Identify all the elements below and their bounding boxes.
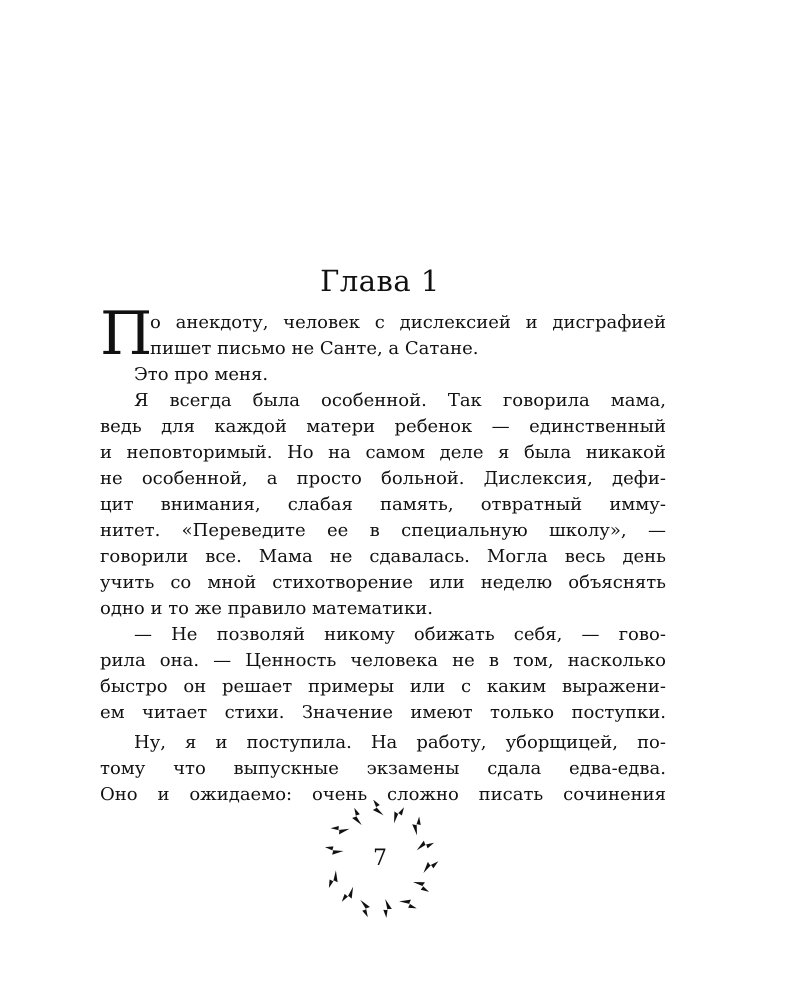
word: читает [142, 702, 208, 723]
word: выражени- [561, 676, 666, 697]
word: анекдоту, [175, 312, 269, 333]
text-line [134, 624, 666, 646]
word: самом [365, 442, 426, 463]
text-line [100, 702, 666, 724]
word: сдала [487, 758, 542, 779]
word: день [622, 546, 666, 567]
word: слабая [287, 494, 353, 515]
word: решает [221, 676, 293, 697]
word: или [429, 572, 465, 593]
text-line: Это про меня. [134, 364, 269, 385]
word: говорили [100, 546, 189, 567]
word: насколько [567, 650, 666, 671]
word: с [461, 676, 472, 697]
word: Так [447, 390, 482, 411]
word: я [185, 732, 197, 753]
text-line [100, 520, 666, 542]
text-line [100, 758, 666, 780]
word: никакой [585, 442, 666, 463]
word: поступила. [246, 732, 352, 753]
word: в [488, 650, 499, 671]
word: экзамены [366, 758, 460, 779]
text-line: одно и то же правило математики. [100, 598, 434, 619]
word: Значение [301, 702, 393, 723]
word: в [369, 520, 380, 541]
word: с [374, 312, 385, 333]
word: на [328, 442, 351, 463]
word: Оно [100, 784, 138, 805]
word: — [134, 624, 152, 645]
word: никому [324, 624, 395, 645]
word: дефи- [612, 468, 666, 489]
chapter-title: Глава 1 [320, 264, 440, 298]
word: Могла [486, 546, 548, 567]
word: примеры [308, 676, 395, 697]
word: особенной. [321, 390, 427, 411]
word: — [213, 650, 232, 671]
word: специальную [401, 520, 528, 541]
word: не [329, 546, 353, 567]
word: и [525, 312, 538, 333]
word: нитет. [100, 520, 161, 541]
word: со [170, 572, 192, 593]
word: стихотворение [272, 572, 414, 593]
word: мама, [610, 390, 666, 411]
text-line: пишет письмо не Санте, а Сатане. [150, 338, 479, 359]
text-line [100, 416, 666, 438]
word: имеют [410, 702, 473, 723]
word: Ну, [134, 732, 167, 753]
word: каким [486, 676, 547, 697]
word: единственный [529, 416, 666, 437]
word: я [498, 442, 510, 463]
word: рила [100, 650, 146, 671]
word: просто [296, 468, 362, 489]
word: очень [311, 784, 368, 805]
word: позволяй [216, 624, 305, 645]
word: отвратный [480, 494, 583, 515]
word: Я [134, 390, 149, 411]
word: человек [283, 312, 361, 333]
word: ведь [100, 416, 142, 437]
word: На [370, 732, 398, 753]
word: ребенок [394, 416, 473, 437]
word: и [100, 442, 112, 463]
word: всегда [169, 390, 232, 411]
word: том, [513, 650, 554, 671]
word: сложно [387, 784, 459, 805]
word: была [523, 442, 572, 463]
word: — [647, 520, 666, 541]
word: выпускные [233, 758, 339, 779]
word: неделю [480, 572, 553, 593]
word: «Переведите [181, 520, 306, 541]
text-line [100, 546, 666, 568]
drop-cap: П [100, 299, 153, 369]
text-line [100, 676, 666, 698]
word: Но [287, 442, 314, 463]
word: дислексией [399, 312, 511, 333]
word: обижать [413, 624, 495, 645]
word: — [581, 624, 600, 645]
word: Дислексия, [483, 468, 593, 489]
word: быстро [100, 676, 168, 697]
word: особенной, [141, 468, 248, 489]
page-number: 7 [373, 846, 387, 871]
text-line [100, 650, 666, 672]
word: деле [439, 442, 484, 463]
word: что [173, 758, 206, 779]
word: сдавалась. [369, 546, 470, 567]
word: учить [100, 572, 155, 593]
word: и [157, 784, 170, 805]
text-line [100, 572, 666, 594]
word: Мама [258, 546, 313, 567]
word: гово- [618, 624, 666, 645]
word: или [409, 676, 446, 697]
word: неповторимый. [126, 442, 273, 463]
word: только [490, 702, 555, 723]
word: внимания, [160, 494, 261, 515]
text-line [134, 732, 666, 754]
word: Не [171, 624, 198, 645]
word: Ценность [245, 650, 337, 671]
word: память, [380, 494, 454, 515]
word: себя, [513, 624, 563, 645]
word: тому [100, 758, 146, 779]
word: по- [637, 732, 666, 753]
word: она. [159, 650, 200, 671]
word: работу, [416, 732, 487, 753]
word: человека [350, 650, 438, 671]
word: уборщицей, [505, 732, 619, 753]
word: имму- [609, 494, 666, 515]
word: мной [207, 572, 257, 593]
word: больной. [381, 468, 465, 489]
word: ожидаемо: [189, 784, 293, 805]
word: не [100, 468, 123, 489]
word: о [150, 312, 161, 333]
text-line [150, 312, 666, 334]
word: поступки. [571, 702, 666, 723]
word: а [266, 468, 278, 489]
word: была [252, 390, 301, 411]
text-line [134, 390, 666, 412]
word: школу», [549, 520, 627, 541]
word: не [452, 650, 475, 671]
word: объяснять [568, 572, 666, 593]
word: едва-едва. [568, 758, 666, 779]
word: стихи. [224, 702, 285, 723]
word: дисграфией [552, 312, 666, 333]
text-line [100, 468, 666, 490]
word: каждой [214, 416, 287, 437]
word: и [215, 732, 228, 753]
word: матери [306, 416, 376, 437]
word: для [161, 416, 195, 437]
word: говорила [502, 390, 590, 411]
word: цит [100, 494, 134, 515]
text-line [100, 442, 666, 464]
word: весь [564, 546, 606, 567]
word: все. [205, 546, 242, 567]
page-folio [300, 800, 460, 930]
word: — [491, 416, 510, 437]
word: сочинения [563, 784, 666, 805]
text-line [100, 494, 666, 516]
word: он [183, 676, 207, 697]
word: ее [327, 520, 349, 541]
word: писать [478, 784, 544, 805]
word: ем [100, 702, 125, 723]
